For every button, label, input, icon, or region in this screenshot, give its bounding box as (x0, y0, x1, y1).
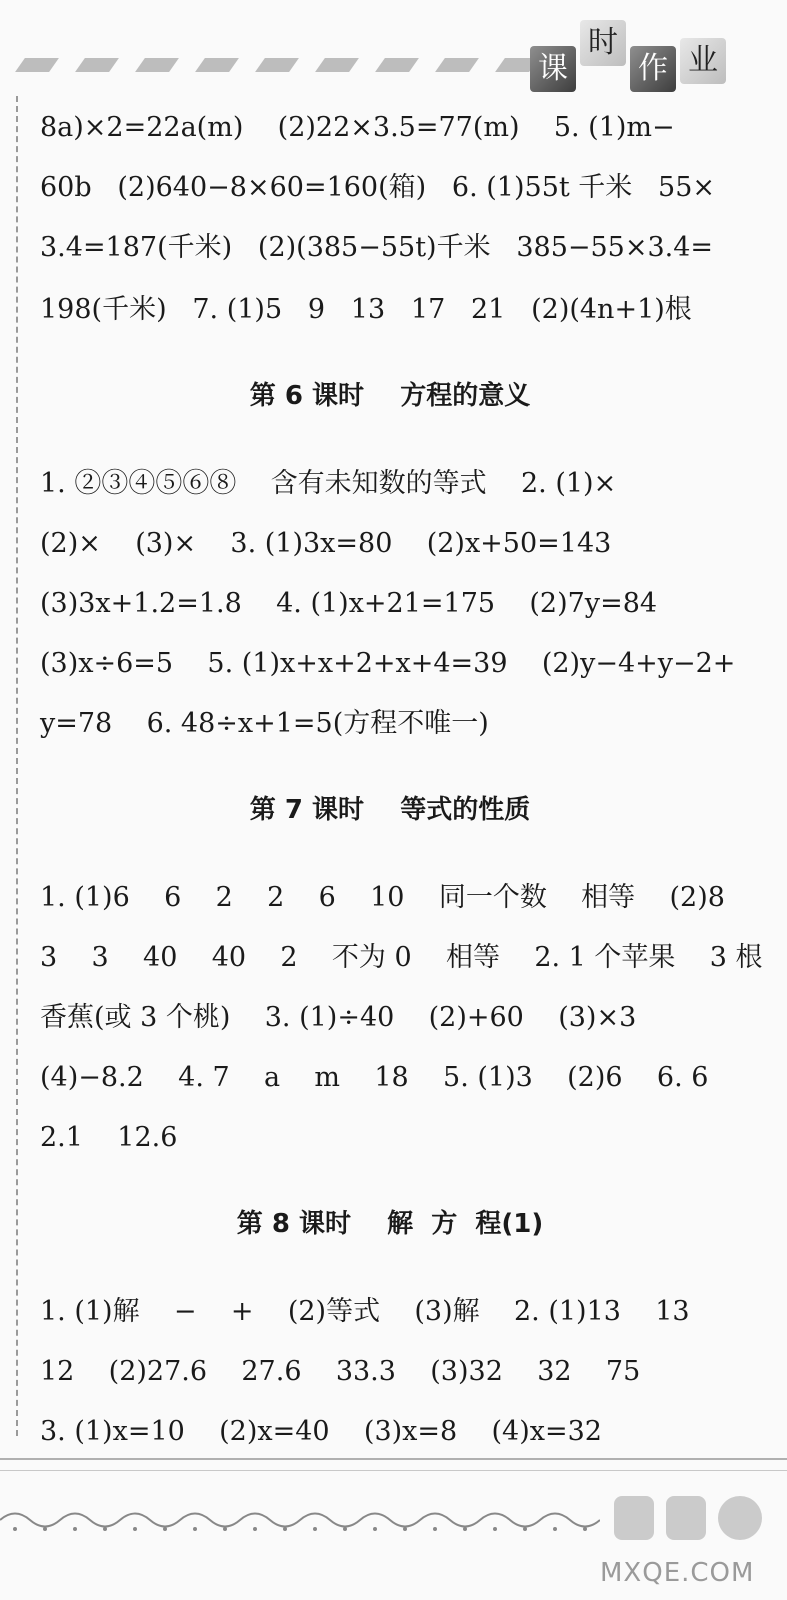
answer-line: 3 3 40 40 2 不为 0 相等 2. 1 个苹果 3 根 (40, 942, 763, 973)
answer-line: y=78 6. 48÷x+1=5(方程不唯一) (40, 708, 489, 739)
answer-line: (3)3x+1.2=1.8 4. (1)x+21=175 (2)7y=84 (40, 588, 658, 619)
answer-line: 12 (2)27.6 27.6 33.3 (3)32 32 75 (40, 1356, 641, 1387)
answer-line: (4)−8.2 4. 7 a m 18 5. (1)3 (2)6 6. 6 (40, 1062, 709, 1093)
answer-line: (2)× (3)× 3. (1)3x=80 (2)x+50=143 (40, 528, 612, 559)
section-title-lesson-6: 第 6 课时 方程的意义 (249, 381, 531, 411)
answer-line: (3)x÷6=5 5. (1)x+x+2+x+4=39 (2)y−4+y−2+ (40, 648, 736, 679)
answer-line: 3.4=187(千米) (2)(385−55t)千米 385−55×3.4= (40, 232, 714, 263)
footer-decorative-wave (0, 1505, 600, 1535)
answer-line: 2.1 12.6 (40, 1122, 178, 1153)
watermark-logo-icon (610, 1488, 770, 1548)
footer-rule-thin (0, 1470, 787, 1471)
section-title-lesson-8: 第 8 课时 解 方 程(1) (236, 1209, 544, 1239)
left-margin-rule (16, 96, 18, 1436)
header-title-char-1: 课 (530, 46, 576, 92)
header-stripe-band (0, 58, 560, 76)
answer-line: 3. (1)x=10 (2)x=40 (3)x=8 (4)x=32 (40, 1416, 602, 1447)
answer-line: 1. ②③④⑤⑥⑧ 含有未知数的等式 2. (1)× (40, 468, 617, 499)
answer-line: 1. (1)6 6 2 2 6 10 同一个数 相等 (2)8 (40, 882, 725, 913)
watermark-text: MXQE.COM (600, 1558, 755, 1588)
answer-line: 1. (1)解 − + (2)等式 (3)解 2. (1)13 13 (40, 1296, 690, 1327)
footer-rule (0, 1458, 787, 1460)
answer-line: 8a)×2=22a(m) (2)22×3.5=77(m) 5. (1)m− (40, 112, 675, 143)
answer-line: 60b (2)640−8×60=160(箱) 6. (1)55t 千米 55× (40, 172, 716, 203)
answer-line: 香蕉(或 3 个桃) 3. (1)÷40 (2)+60 (3)×3 (40, 1002, 637, 1033)
header-title-char-3: 作 (630, 46, 676, 92)
header-title-char-4: 业 (680, 38, 726, 84)
header-title-box (530, 18, 740, 92)
section-title-lesson-7: 第 7 课时 等式的性质 (249, 795, 531, 825)
answer-line: 198(千米) 7. (1)5 9 13 17 21 (2)(4n+1)根 (40, 294, 692, 325)
header-title-char-2: 时 (580, 20, 626, 66)
